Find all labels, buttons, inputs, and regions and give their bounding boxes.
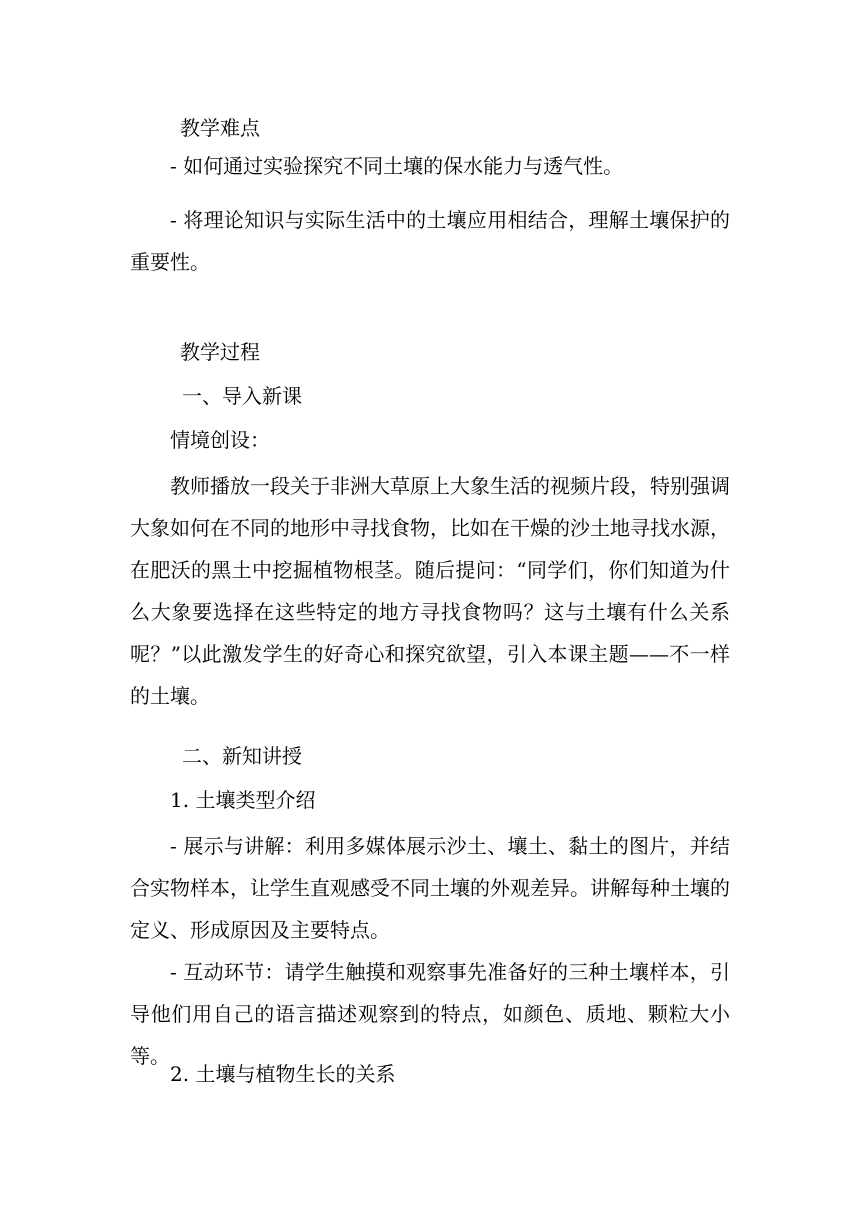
process-heading: 教学过程 [180, 340, 260, 364]
point-item: - 展示与讲解：利用多媒体展示沙土、壤土、黏土的图片，并结合实物样本，让学生直观感受不同土壤的外观差异。讲解每种土壤的定义、形成原因及主要特点。 [130, 834, 730, 942]
difficulty-item: - 如何通过实验探究不同土壤的保水能力与透气性。 [170, 154, 624, 178]
point-item: - 互动环节：请学生触摸和观察事先准备好的三种土壤样本，引导他们用自己的语言描述观察到的特点，如颜色、质地、颗粒大小等。 [130, 960, 730, 1068]
point-title: 2. 土壤与植物生长的关系 [170, 1062, 396, 1086]
section-subtitle: 情境创设： [170, 428, 270, 452]
intro-paragraph: 教师播放一段关于非洲大草原上大象生活的视频片段，特别强调大象如何在不同的地形中寻找食物，比如在干燥的沙土地寻找水源，在肥沃的黑土中挖掘植物根茎。随后提问：“同学们，你们知道为什么大象要选择在这些特定的地方寻找食物吗？这与土壤有什么关系呢？”以此激发学生的好奇心和探究欲望，引入本课主题——不一样的土壤。 [130, 474, 730, 708]
difficulty-item: - 将理论知识与实际生活中的土壤应用相结合，理解土壤保护的重要性。 [130, 208, 730, 274]
section-title: 一、导入新课 [182, 384, 302, 408]
point-title: 1. 土壤类型介绍 [170, 788, 316, 812]
difficulties-heading: 教学难点 [180, 116, 260, 140]
section-title: 二、新知讲授 [182, 744, 302, 768]
